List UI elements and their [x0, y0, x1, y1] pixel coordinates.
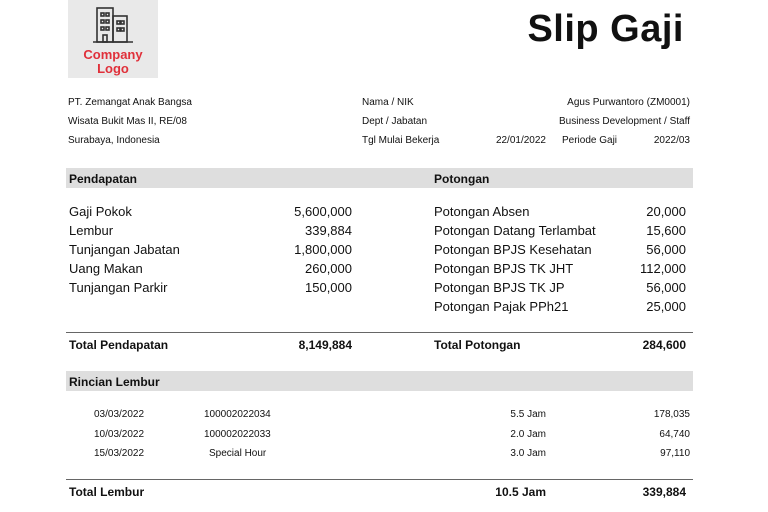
- income-label: Lembur: [69, 223, 114, 238]
- income-value: 339,884: [305, 223, 352, 238]
- overtime-total-hours: 10.5 Jam: [495, 485, 546, 499]
- deduction-label: Potongan Pajak PPh21: [434, 299, 569, 314]
- dept-label: Dept / Jabatan: [362, 116, 428, 127]
- deduction-label: Potongan BPJS TK JHT: [434, 261, 574, 276]
- company-city: Surabaya, Indonesia: [68, 135, 160, 146]
- deduction-value: 56,000: [646, 280, 686, 295]
- deduction-label: Potongan Absen: [434, 204, 530, 219]
- deduction-value: 25,000: [646, 299, 686, 314]
- overtime-total-label: Total Lembur: [69, 485, 145, 499]
- name-value: Agus Purwantoro (ZM0001): [567, 97, 690, 108]
- section-header-band: [66, 168, 693, 188]
- dept-value: Business Development / Staff: [559, 116, 690, 127]
- overtime-hours: 5.5 Jam: [510, 409, 546, 420]
- company-logo: [68, 0, 158, 78]
- deductions-header: Potongan: [434, 172, 490, 186]
- logo-line1: Company: [83, 47, 143, 62]
- income-label: Tunjangan Jabatan: [69, 242, 180, 257]
- period-label: Periode Gaji: [562, 135, 618, 146]
- totals-divider: [66, 332, 693, 333]
- income-label: Tunjangan Parkir: [69, 280, 168, 295]
- overtime-total-divider: [66, 479, 693, 480]
- total-deductions-value: 284,600: [642, 338, 686, 352]
- overtime-hours: 2.0 Jam: [510, 429, 546, 440]
- start-date-label: Tgl Mulai Bekerja: [362, 135, 440, 146]
- company-name: PT. Zemangat Anak Bangsa: [68, 97, 192, 108]
- income-label: Uang Makan: [69, 261, 143, 276]
- name-label: Nama / NIK: [362, 97, 414, 108]
- income-value: 150,000: [305, 280, 352, 295]
- building-icon: [91, 4, 135, 44]
- deduction-value: 20,000: [646, 204, 686, 219]
- period-value: 2022/03: [653, 135, 690, 146]
- overtime-header: Rincian Lembur: [69, 375, 160, 389]
- deduction-value: 15,600: [646, 223, 686, 238]
- overtime-header-band: [66, 371, 693, 391]
- overtime-ref: 100002022034: [204, 409, 271, 420]
- overtime-total-amount: 339,884: [642, 485, 686, 499]
- overtime-hours: 3.0 Jam: [510, 448, 546, 459]
- overtime-ref: 100002022033: [204, 429, 271, 440]
- company-address: Wisata Bukit Mas II, RE/08: [68, 116, 187, 127]
- overtime-amount: 178,035: [653, 409, 690, 420]
- income-label: Gaji Pokok: [69, 204, 132, 219]
- deduction-label: Potongan BPJS Kesehatan: [434, 242, 592, 257]
- deduction-label: Potongan BPJS TK JP: [434, 280, 565, 295]
- income-header: Pendapatan: [69, 172, 138, 186]
- income-value: 260,000: [305, 261, 352, 276]
- logo-line2: Logo: [97, 61, 129, 76]
- total-income-label: Total Pendapatan: [69, 338, 169, 352]
- overtime-date: 03/03/2022: [94, 409, 145, 420]
- deduction-value: 56,000: [646, 242, 686, 257]
- income-value: 5,600,000: [294, 204, 352, 219]
- deduction-value: 112,000: [639, 261, 686, 276]
- overtime-amount: 97,110: [660, 448, 690, 459]
- overtime-ref: Special Hour: [209, 448, 267, 459]
- start-date-value: 22/01/2022: [495, 135, 546, 146]
- page-title: Slip Gaji: [527, 8, 684, 50]
- total-income-value: 8,149,884: [298, 338, 352, 352]
- overtime-amount: 64,740: [659, 429, 690, 440]
- overtime-date: 10/03/2022: [94, 429, 145, 440]
- overtime-date: 15/03/2022: [94, 448, 145, 459]
- total-deductions-label: Total Potongan: [434, 338, 521, 352]
- income-value: 1,800,000: [294, 242, 352, 257]
- deduction-label: Potongan Datang Terlambat: [434, 223, 596, 238]
